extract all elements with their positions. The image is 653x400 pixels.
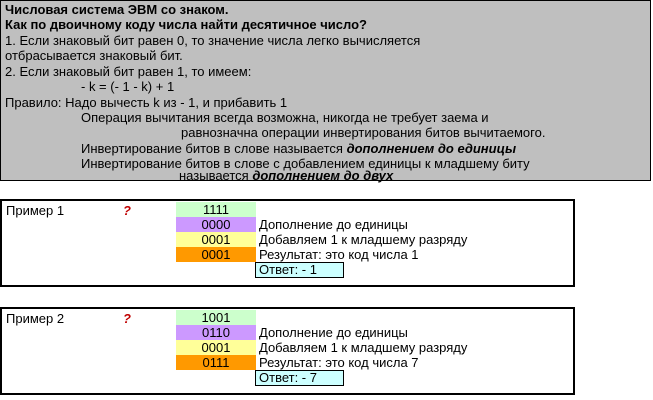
example-1 [0,199,575,287]
add-one-description: Добавляем 1 к младшему разряду [259,340,468,355]
formula: - k = (- 1 - k) + 1 [81,79,175,94]
rule-summary: Правило: Надо вычесть k из - 1, и прибавить 1 [5,95,288,110]
theory-panel [0,0,651,181]
note-1-line-2: равнозначна операции инвертирования битов вычитаемого. [181,125,546,140]
binary-code-cell: 1111 [176,202,256,217]
answer-box: Ответ: - 1 [255,262,344,278]
panel-question: Как по двоичному коду числа найти десятичное число? [5,17,367,32]
note-3-term: дополнением до двух [252,168,394,183]
answer-box: Ответ: - 7 [255,370,344,386]
example-title: Пример 1 [6,203,65,218]
result-code-cell: 0111 [176,355,256,370]
note-3-line-2 [179,168,393,183]
inverted-code-cell: 0000 [176,217,256,232]
note-3-text: называется [179,168,253,183]
example-2 [0,307,575,395]
question-mark-icon: ? [123,311,131,326]
add-one-description: Добавляем 1 к младшему разряду [259,232,468,247]
note-2-text: Инвертирование битов в слове называется [81,141,347,156]
rule-2: 2. Если знаковый бит равен 1, то имеем: [5,64,252,79]
inverted-description: Дополнение до единицы [259,217,408,232]
note-2 [81,141,516,156]
add-one-cell: 0001 [176,340,256,355]
panel-title: Числовая система ЭВМ со знаком. [5,2,229,17]
binary-code-cell: 1001 [176,310,256,325]
rule-1-line-1: 1. Если знаковый бит равен 0, то значение числа легко вычисляется [5,33,421,48]
inverted-description: Дополнение до единицы [259,325,408,340]
result-description: Результат: это код числа 1 [259,247,419,262]
note-3-line-1: Инвертирование битов в слове с добавлением единицы к младшему биту [81,156,530,171]
result-code-cell: 0001 [176,247,256,262]
rule-1-line-2: отбрасывается знаковый бит. [5,48,183,63]
example-title: Пример 2 [6,311,65,326]
inverted-code-cell: 0110 [176,325,256,340]
note-2-term: дополнением до единицы [346,141,517,156]
add-one-cell: 0001 [176,232,256,247]
note-1-line-1: Операция вычитания всегда возможна, никогда не требует заема и [81,110,489,125]
question-mark-icon: ? [123,203,131,218]
result-description: Результат: это код числа 7 [259,355,419,370]
